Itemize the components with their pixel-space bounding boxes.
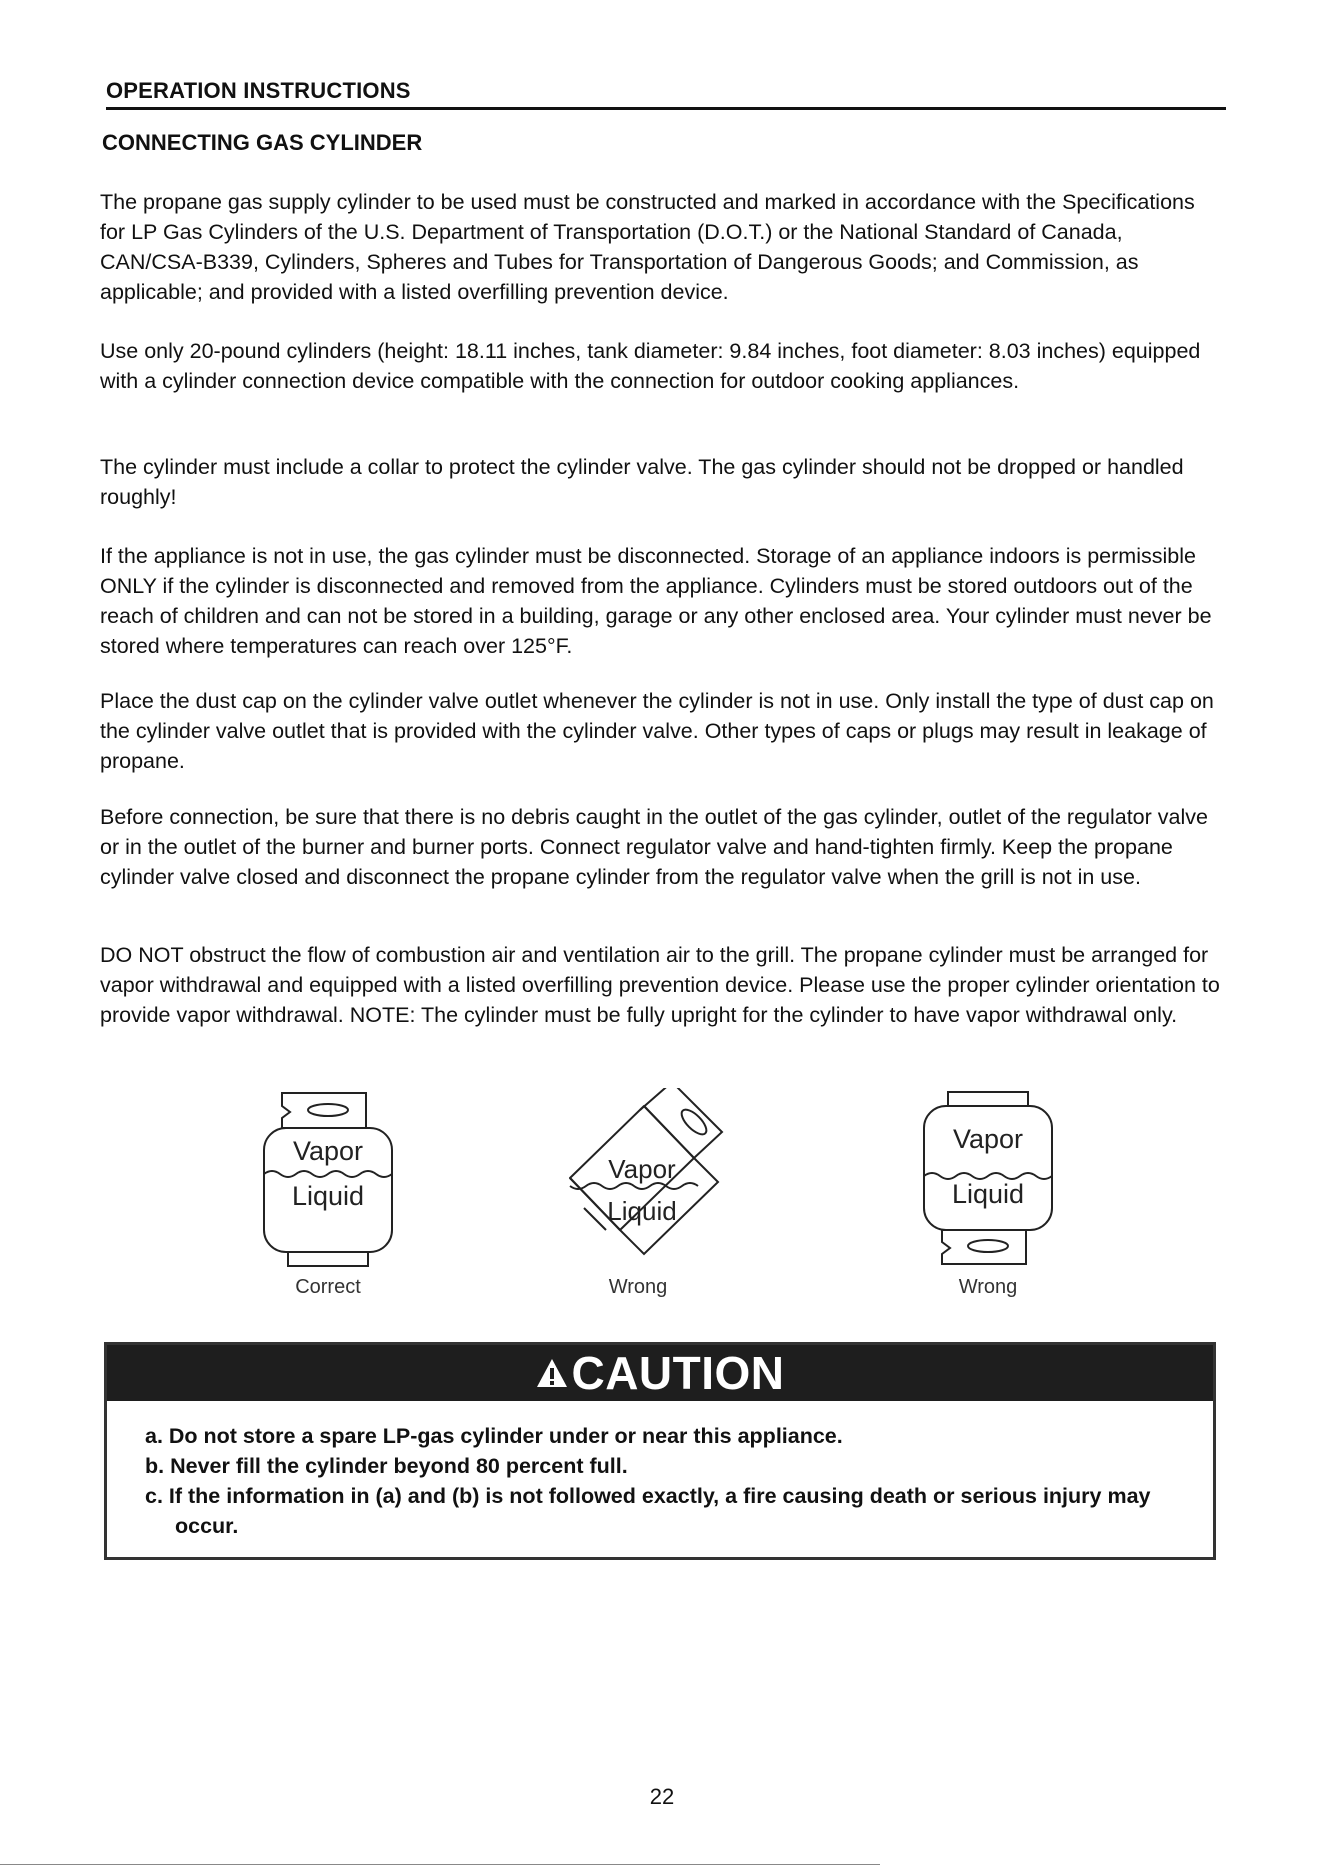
subsection-title: CONNECTING GAS CYLINDER xyxy=(102,130,423,155)
bottom-rule xyxy=(0,1864,880,1865)
diagram-caption-wrong-tilted: Wrong xyxy=(608,1276,668,1298)
caution-item-a: a. Do not store a spare LP-gas cylinder under or near this appliance. xyxy=(145,1424,843,1448)
caution-header xyxy=(107,1345,1213,1401)
warning-triangle-icon xyxy=(535,1357,569,1389)
caution-list xyxy=(107,1401,1213,1541)
caution-box xyxy=(104,1342,1216,1560)
paragraph-storage: If the appliance is not in use, the gas cylinder must be disconnected. Storage of an appliance indoors is permissible ONLY if the cylinder is disconnected and removed from the appliance. Cylinders must be stored outdoors out of the reach of children and can not be stored in a building, garage or any other enclosed area. Your cylinder must never be stored where temperatures can reach over 125°F. xyxy=(100,544,1212,658)
caution-title: CAUTION xyxy=(571,1347,785,1399)
paragraph-cylinder-size: Use only 20-pound cylinders (height: 18.11 inches, tank diameter: 9.84 inches, foot diameter: 8.03 inches) equipped with a cylinder connection device compatible with the connection for outdoor cooking appliances. xyxy=(100,339,1201,393)
vapor-label: Vapor xyxy=(292,1136,364,1166)
paragraph-vapor-withdrawal: DO NOT obstruct the flow of combustion air and ventilation air to the grill. The propane cylinder must be arranged for vapor withdrawal and equipped with a listed overfilling prevention device. Please use the proper cylinder orientation to provide vapor withdrawal. NOTE: The cylinder must be fully upright for the cylinder to have vapor withdrawal only. xyxy=(100,943,1220,1027)
paragraph-cylinder-specifications: The propane gas supply cylinder to be used must be constructed and marked in accordance with the Specifications for LP Gas Cylinders of the U.S. Department of Transportation (D.O.T.) or the National Standard of Canada, CAN/CSA-B339, Cylinders, Spheres and Tubes for Transportation of Dangerous Goods; and Commission, as applicable; and provided with a listed overfilling prevention device. xyxy=(100,190,1195,304)
vapor-label: Vapor xyxy=(952,1124,1024,1154)
diagram-caption-wrong-inverted: Wrong xyxy=(958,1276,1018,1298)
caution-item-c: c. If the information in (a) and (b) is not followed exactly, a fire causing death or serious injury may occur. xyxy=(145,1484,1151,1538)
page-number: 22 xyxy=(649,1784,675,1809)
caution-item-b: b. Never fill the cylinder beyond 80 percent full. xyxy=(145,1454,628,1478)
liquid-label: Liquid xyxy=(951,1179,1025,1209)
liquid-label: Liquid xyxy=(607,1196,677,1226)
vapor-label: Vapor xyxy=(608,1154,676,1184)
paragraph-dust-cap: Place the dust cap on the cylinder valve outlet whenever the cylinder is not in use. Only install the type of dust cap on the cylinder valve outlet that is provided with the cylinder valve. Other types of caps or plugs may result in leakage of propane. xyxy=(100,689,1214,773)
section-title: OPERATION INSTRUCTIONS xyxy=(106,78,1226,110)
liquid-label: Liquid xyxy=(291,1181,365,1211)
paragraph-before-connection: Before connection, be sure that there is no debris caught in the outlet of the gas cylinder, outlet of the regulator valve or in the outlet of the burner and burner ports. Connect regulator valve and hand-tighten firmly. Keep the propane cylinder valve closed and disconnect the propane cylinder from the regulator valve when the grill is not in use. xyxy=(100,805,1208,889)
paragraph-cylinder-collar: The cylinder must include a collar to protect the cylinder valve. The gas cylinder should not be dropped or handled roughly! xyxy=(100,455,1184,509)
diagram-caption-correct: Correct xyxy=(295,1276,361,1298)
